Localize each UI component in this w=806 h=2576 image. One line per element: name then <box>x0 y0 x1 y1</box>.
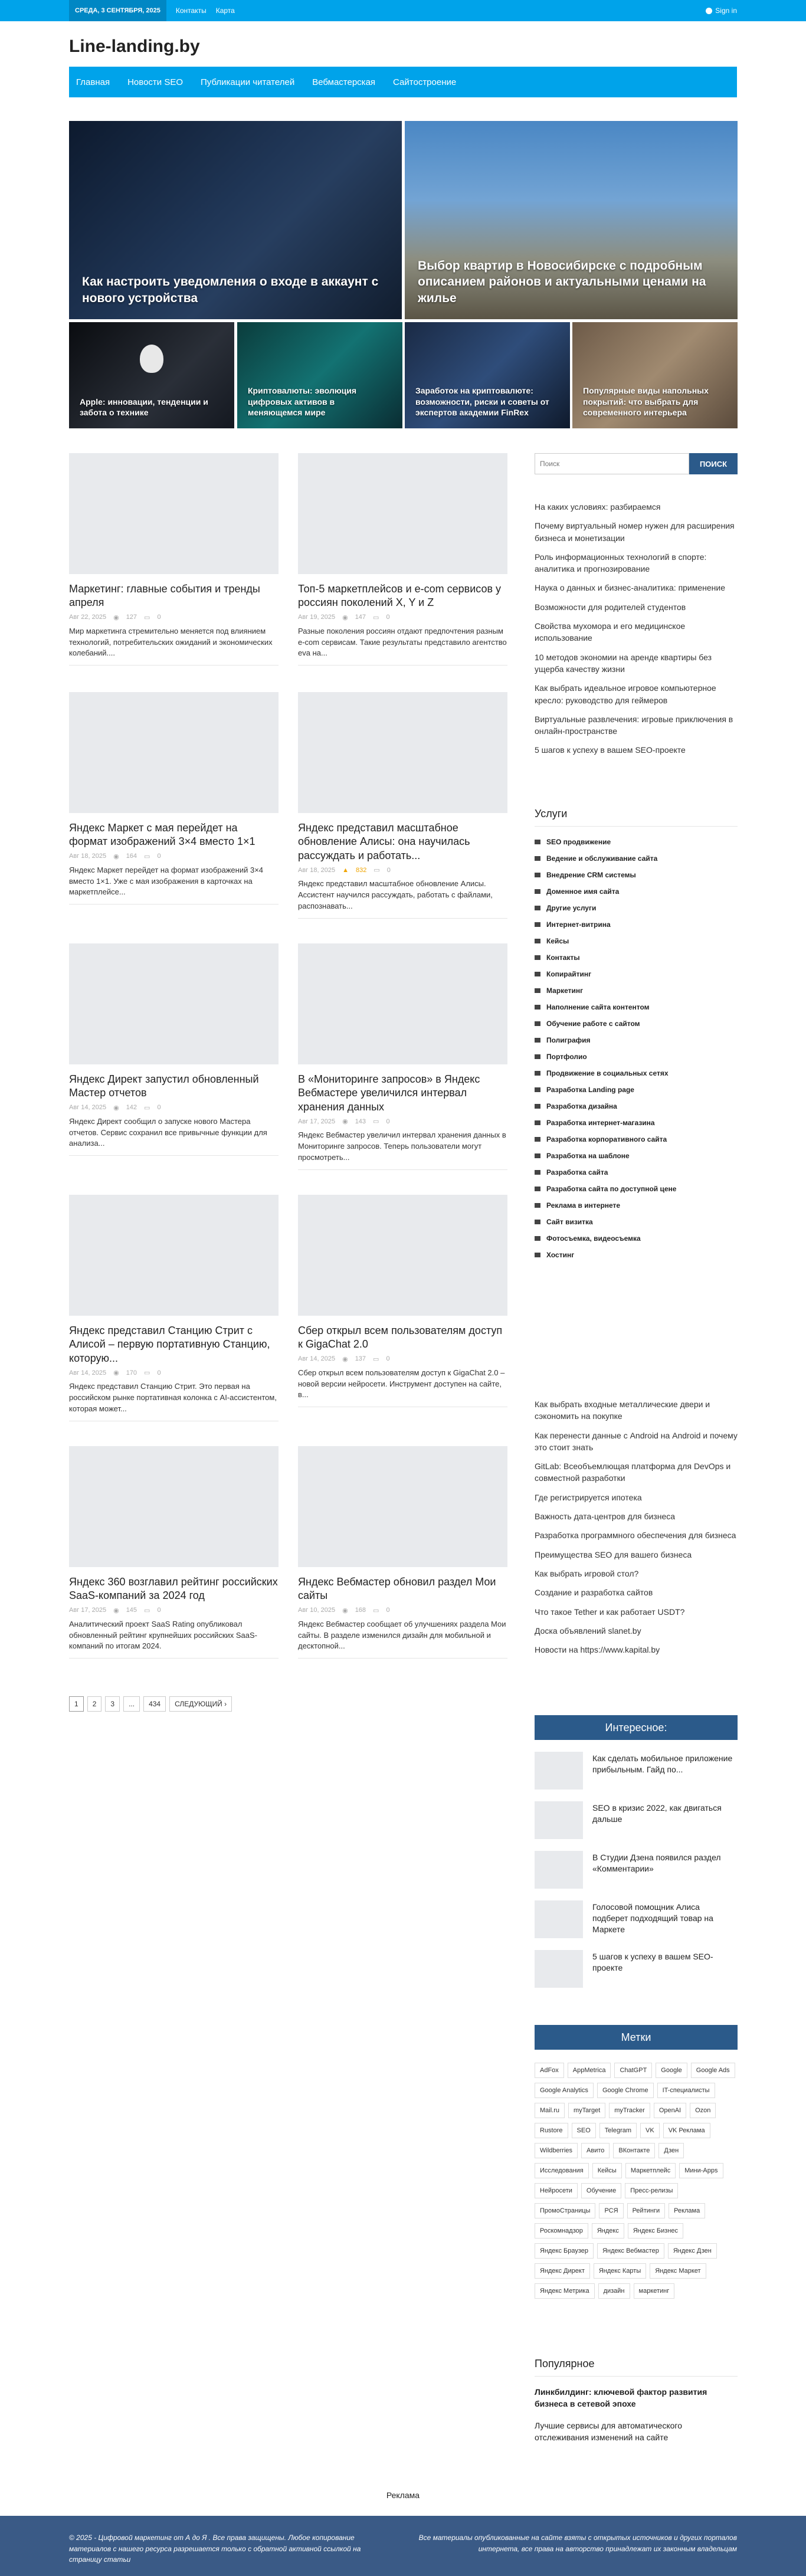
tag-link[interactable]: Исследования <box>535 2163 589 2178</box>
tag-link[interactable]: Яндекс Маркет <box>650 2263 706 2279</box>
sidebar-link[interactable]: Как выбрать игровой стол? <box>535 1568 639 1578</box>
comment-icon: ▭ <box>373 1607 379 1614</box>
post-title[interactable]: Яндекс Директ запустил обновленный Мастер отчетов <box>69 1073 259 1099</box>
tag-link[interactable]: AdFox <box>535 2063 564 2078</box>
service-link[interactable]: Разработка на шаблоне <box>535 1148 738 1164</box>
service-link[interactable]: Внедрение CRM системы <box>535 867 738 883</box>
service-link[interactable]: Интернет-витрина <box>535 916 738 933</box>
sidebar-link[interactable]: Наука о данных и бизнес-аналитика: применение <box>535 583 726 593</box>
post-comments: 0 <box>157 1104 161 1112</box>
search-input[interactable] <box>535 453 689 474</box>
service-link[interactable]: Доменное имя сайта <box>535 883 738 900</box>
mini-post-thumbnail[interactable] <box>535 1752 583 1790</box>
sidebar-link[interactable]: Новости на https://www.kapital.by <box>535 1645 660 1655</box>
post-title[interactable]: Яндекс 360 возглавил рейтинг российских SaaS-компаний за 2024 год <box>69 1576 278 1602</box>
post-views: 147 <box>355 614 366 621</box>
post-comments: 0 <box>386 866 391 874</box>
post-card <box>298 453 507 666</box>
comment-icon: ▭ <box>144 1607 150 1614</box>
comment-icon: ▭ <box>144 614 150 621</box>
post-excerpt: Яндекс представил масштабное обновление Алисы. Ассистент научился рассуждать, работать с файлами, распознавать... <box>298 879 493 910</box>
post-title[interactable]: Маркетинг: главные события и тренды апреля <box>69 583 260 609</box>
sign-in-link[interactable] <box>706 6 737 15</box>
mini-post[interactable] <box>535 1900 738 1938</box>
tag-link[interactable]: Яндекс Карты <box>594 2263 646 2279</box>
service-link[interactable]: SEO продвижение <box>535 834 738 850</box>
sidebar-link[interactable]: На каких условиях: разбираемся <box>535 502 661 512</box>
post-thumbnail[interactable] <box>298 943 507 1064</box>
post-date: Авг 10, 2025 <box>298 1607 336 1614</box>
mini-post[interactable] <box>535 1950 738 1988</box>
tag-link[interactable]: Авито <box>581 2143 610 2158</box>
tag-link[interactable]: Яндекс Бизнес <box>628 2223 683 2239</box>
tag-link[interactable]: Telegram <box>599 2123 637 2138</box>
post-excerpt: Яндекс Вебмастер сообщает об улучшениях раздела Мои сайты. В разделе изменился дизайн для мобильной и десктопной... <box>298 1619 506 1651</box>
post-title[interactable]: Яндекс Вебмастер обновил раздел Мои сайты <box>298 1576 496 1602</box>
next-page-button[interactable]: СЛЕДУЮЩИЙ › <box>169 1696 232 1712</box>
post-card <box>69 1195 279 1421</box>
post-thumbnail[interactable] <box>298 1446 507 1567</box>
sidebar-link[interactable]: Как перенести данные с Android на Android и почему это стоит знать <box>535 1430 738 1452</box>
tag-link[interactable]: Дзен <box>658 2143 684 2158</box>
tag-link[interactable]: Google Ads <box>691 2063 735 2078</box>
post-excerpt: Мир маркетинга стремительно меняется под влиянием технологий, потребительских ожиданий и экономических колебаний.... <box>69 626 273 658</box>
featured-post-title: Популярные виды напольных покрытий: что выбрать для современного интерьера <box>583 386 709 417</box>
interesting-widget <box>535 1715 738 1988</box>
page-1[interactable]: 1 <box>69 1696 84 1712</box>
tags-widget <box>535 2025 738 2299</box>
featured-post-title: Заработок на криптовалюте: возможности, риски и советы от экспертов академии FinRex <box>415 386 549 417</box>
search-button[interactable]: ПОИСК <box>689 453 738 474</box>
service-link[interactable]: Другие услуги <box>535 900 738 916</box>
top-link-map[interactable]: Карта <box>215 6 235 15</box>
tag-cloud <box>535 2063 738 2299</box>
sidebar-link[interactable]: Преимущества SEO для вашего бизнеса <box>535 1549 692 1559</box>
mini-post-thumbnail[interactable] <box>535 1801 583 1839</box>
tag-link[interactable]: Яндекс Вебмастер <box>597 2243 664 2259</box>
post-views: 127 <box>126 614 137 621</box>
post-excerpt: Яндекс Директ сообщил о запуске нового Мастера отчетов. Сервис сохранил все привычные функции для анализа... <box>69 1116 267 1148</box>
tag-link[interactable]: Mail.ru <box>535 2103 565 2118</box>
service-link[interactable]: Обучение работе с сайтом <box>535 1015 738 1032</box>
user-icon <box>706 8 712 14</box>
tag-link[interactable]: SEO <box>572 2123 596 2138</box>
service-link[interactable]: Разработка дизайна <box>535 1098 738 1115</box>
eye-icon: ◉ <box>113 1104 119 1112</box>
apple-logo-icon <box>140 345 163 373</box>
eye-icon: ◉ <box>342 1355 348 1363</box>
service-link[interactable]: Разработка корпоративного сайта <box>535 1131 738 1148</box>
eye-icon: ◉ <box>342 1607 348 1614</box>
comment-icon: ▭ <box>373 614 379 621</box>
services-widget <box>535 808 738 1263</box>
sidebar-link[interactable]: Важность дата-центров для бизнеса <box>535 1512 676 1522</box>
post-date: Авг 19, 2025 <box>298 614 336 621</box>
service-link[interactable]: Реклама в интернете <box>535 1197 738 1214</box>
service-link[interactable]: Разработка сайта по доступной цене <box>535 1181 738 1197</box>
post-views: 170 <box>126 1369 137 1377</box>
post-card <box>69 692 279 904</box>
sidebar-link[interactable]: Возможности для родителей студентов <box>535 602 686 612</box>
sidebar-link[interactable]: Где регистрируется ипотека <box>535 1492 642 1502</box>
post-excerpt: Разные поколения россиян отдают предпочтения разным e-com сервисам. Такие результаты представило агентство eva на... <box>298 626 507 658</box>
post-date: Авг 17, 2025 <box>69 1607 107 1614</box>
mini-post-title[interactable]: SEO в кризис 2022, как двигаться дальше <box>592 1803 722 1824</box>
tag-link[interactable]: Google <box>656 2063 687 2078</box>
post-date: Авг 14, 2025 <box>298 1355 336 1363</box>
eye-icon: ◉ <box>113 614 119 621</box>
post-comments: 0 <box>157 1369 161 1377</box>
post-excerpt: Аналитический проект SaaS Rating опубликовал обновленный рейтинг крупнейших российских SaaS-компаний по итогам 2024. <box>69 1619 258 1651</box>
post-date: Авг 14, 2025 <box>69 1104 107 1112</box>
service-link[interactable]: Хостинг <box>535 1247 738 1263</box>
post-views: 832 <box>355 866 367 874</box>
tag-link[interactable]: ВКонтакте <box>613 2143 655 2158</box>
featured-post[interactable] <box>572 322 738 428</box>
comment-icon: ▭ <box>373 867 380 874</box>
sidebar-link[interactable]: Создание и разработка сайтов <box>535 1588 653 1598</box>
featured-post[interactable] <box>405 121 738 319</box>
post-card <box>69 453 279 666</box>
comment-icon: ▭ <box>144 853 150 860</box>
service-link[interactable]: Контакты <box>535 949 738 966</box>
tag-link[interactable]: myTarget <box>568 2103 605 2118</box>
post-card <box>69 943 279 1156</box>
page-last[interactable]: 434 <box>143 1696 166 1712</box>
post-comments: 0 <box>386 614 390 621</box>
tag-link[interactable]: VK Реклама <box>663 2123 710 2138</box>
sign-in-label: Sign in <box>715 6 737 15</box>
popular-link[interactable]: Линкбилдинг: ключевой фактор развития бизнеса в сетевой эпохе <box>535 2387 707 2409</box>
eye-icon: ◉ <box>342 1118 348 1126</box>
tag-link[interactable]: Wildberries <box>535 2143 578 2158</box>
post-card <box>69 1446 279 1659</box>
service-link[interactable]: Кейсы <box>535 933 738 949</box>
featured-post-title: Выбор квартир в Новосибирске с подробным описанием районов и актуальными ценами на жилье <box>418 259 706 305</box>
post-comments: 0 <box>157 1607 161 1614</box>
top-link-contacts[interactable]: Контакты <box>175 6 207 15</box>
divider <box>298 1169 507 1170</box>
post-card <box>298 1446 507 1659</box>
service-link[interactable]: Наполнение сайта контентом <box>535 999 738 1015</box>
divider <box>298 1658 507 1659</box>
tag-link[interactable]: маркетинг <box>634 2283 675 2299</box>
tag-link[interactable]: AppMetrica <box>568 2063 611 2078</box>
sidebar-link[interactable]: Виртуальные развлечения: игровые приключения в онлайн-пространстве <box>535 714 733 736</box>
sidebar-link[interactable]: Свойства мухомора и его медицинское использование <box>535 621 686 643</box>
nav-item-home[interactable]: Главная <box>76 77 110 87</box>
nav-item-seo-news[interactable]: Новости SEO <box>127 77 184 87</box>
post-excerpt: Сбер открыл всем пользователям доступ к GigaChat 2.0 – новой версии нейросети. Инструмент доступен на сайте, в... <box>298 1368 505 1400</box>
service-link[interactable]: Разработка интернет-магазина <box>535 1115 738 1131</box>
mini-post-thumbnail[interactable] <box>535 1851 583 1889</box>
tag-link[interactable]: Rustore <box>535 2123 568 2138</box>
mini-post[interactable] <box>535 1752 738 1790</box>
post-title[interactable]: Сбер открыл всем пользователям доступ к GigaChat 2.0 <box>298 1325 503 1351</box>
featured-post[interactable] <box>69 121 402 319</box>
sidebar-link[interactable]: Почему виртуальный номер нужен для расширения бизнеса и монетизации <box>535 521 735 543</box>
comment-icon: ▭ <box>144 1369 150 1377</box>
sidebar-link[interactable]: GitLab: Всеобъемлющая платформа для DevOps и совместной разработки <box>535 1461 731 1483</box>
post-date: Авг 18, 2025 <box>298 866 336 874</box>
divider <box>69 665 279 666</box>
featured-post[interactable] <box>69 322 234 428</box>
mini-post-thumbnail[interactable] <box>535 1900 583 1938</box>
mini-post-title[interactable]: Как сделать мобильное приложение прибыльным. Гайд по... <box>592 1754 733 1774</box>
post-views: 164 <box>126 853 137 860</box>
sidebar-link[interactable]: Как выбрать идеальное игровое компьютерное кресло: руководство для геймеров <box>535 683 716 705</box>
mini-post-thumbnail[interactable] <box>535 1950 583 1988</box>
service-link[interactable]: Сайт визитка <box>535 1214 738 1230</box>
divider <box>69 1658 279 1659</box>
current-date: СРЕДА, 3 СЕНТЯБРЯ, 2025 <box>69 0 166 21</box>
service-link[interactable]: Полиграфия <box>535 1032 738 1048</box>
nav-item-site-building[interactable]: Сайтостроение <box>393 77 457 87</box>
post-date: Авг 17, 2025 <box>298 1117 336 1125</box>
page-3[interactable]: 3 <box>105 1696 120 1712</box>
service-link[interactable]: Копирайтинг <box>535 966 738 982</box>
comment-icon: ▭ <box>144 1104 150 1112</box>
divider <box>298 665 507 666</box>
tag-link[interactable]: Пресс-релизы <box>625 2183 678 2198</box>
post-title[interactable]: Яндекс представил масштабное обновление Алисы: она научилась рассуждать и работать... <box>298 822 470 861</box>
service-link[interactable]: Портфолио <box>535 1048 738 1065</box>
eye-icon: ◉ <box>342 614 348 621</box>
popular-widget <box>535 2358 738 2448</box>
post-card <box>298 692 507 919</box>
comment-icon: ▭ <box>373 1118 379 1126</box>
tag-link[interactable]: Роскомнадзор <box>535 2223 588 2239</box>
tags-title: Метки <box>535 2025 738 2050</box>
eye-icon: ◉ <box>113 1607 119 1614</box>
popular-link[interactable]: Лучшие сервисы для автоматического отслеживания изменений на сайте <box>535 2420 682 2442</box>
top-bar <box>0 0 806 21</box>
service-link[interactable]: Маркетинг <box>535 982 738 999</box>
nav-item-webmaster[interactable]: Вебмастерская <box>312 77 376 87</box>
recent-links <box>535 497 738 760</box>
post-thumbnail[interactable] <box>69 1195 279 1316</box>
tag-link[interactable]: Яндекс Метрика <box>535 2283 595 2299</box>
post-comments: 0 <box>386 1607 390 1614</box>
tag-link[interactable]: ChatGPT <box>614 2063 652 2078</box>
post-thumbnail[interactable] <box>298 692 507 813</box>
post-date: Авг 22, 2025 <box>69 614 107 621</box>
divider <box>298 918 507 919</box>
post-thumbnail[interactable] <box>69 943 279 1064</box>
post-title[interactable]: В «Мониторинге запросов» в Яндекс Вебмастере увеличился интервал хранения данных <box>298 1073 480 1113</box>
post-date: Авг 18, 2025 <box>69 853 107 860</box>
fire-icon: ▲ <box>342 866 349 874</box>
featured-post-title: Как настроить уведомления о входе в аккаунт с нового устройства <box>82 275 379 305</box>
post-thumbnail[interactable] <box>69 692 279 813</box>
mini-post[interactable] <box>535 1801 738 1839</box>
service-link[interactable]: Разработка Landing page <box>535 1081 738 1098</box>
more-links <box>535 1395 738 1659</box>
tag-link[interactable]: Нейросети <box>535 2183 578 2198</box>
tag-link[interactable]: Рейтинги <box>627 2203 666 2218</box>
post-date: Авг 14, 2025 <box>69 1369 107 1377</box>
tag-link[interactable]: Яндекс Директ <box>535 2263 590 2279</box>
ad-label: Реклама <box>386 2490 420 2500</box>
tag-link[interactable]: myTracker <box>609 2103 650 2118</box>
tag-link[interactable]: РСЯ <box>599 2203 623 2218</box>
sidebar-link[interactable]: 10 методов экономии на аренде квартиры без ущерба качеству жизни <box>535 652 712 674</box>
post-comments: 0 <box>386 1355 390 1363</box>
eye-icon: ◉ <box>113 1369 119 1377</box>
main-nav <box>69 67 737 97</box>
tag-link[interactable]: ПромоСтраницы <box>535 2203 595 2218</box>
post-thumbnail[interactable] <box>69 1446 279 1567</box>
tag-link[interactable]: Яндекс Дзен <box>668 2243 717 2259</box>
service-link[interactable]: Ведение и обслуживание сайта <box>535 850 738 867</box>
popular-title: Популярное <box>535 2358 738 2377</box>
post-views: 142 <box>126 1104 137 1112</box>
divider <box>69 1155 279 1156</box>
post-excerpt: Яндекс представил Станцию Стрит. Это первая на российском рынке портативная колонка с AI-ассистентом, которая может... <box>69 1382 277 1413</box>
comment-icon: ▭ <box>373 1355 379 1363</box>
post-excerpt: Яндекс Маркет перейдет на формат изображений 3×4 вместо 1×1. Уже с мая изображения в карточках на маркетплейсе... <box>69 865 264 897</box>
sidebar-link[interactable]: 5 шагов к успеху в вашем SEO-проекте <box>535 745 686 755</box>
footer-copyright: © 2025 - Цифровой маркетинг от А до Я . Все права защищены. Любое копирование материалов с нашего ресурса разрешается только с обратной активной ссылкой на страницу статьи <box>69 2534 361 2564</box>
post-title[interactable]: Яндекс представил Станцию Стрит с Алисой – первую портативную Станцию, которую... <box>69 1325 270 1364</box>
tag-link[interactable]: Обучение <box>581 2183 621 2198</box>
post-views: 145 <box>126 1607 137 1614</box>
tag-link[interactable]: Маркетплейс <box>625 2163 676 2178</box>
sidebar-link[interactable]: Что такое Tether и как работает USDT? <box>535 1607 685 1617</box>
services-title: Услуги <box>535 808 738 827</box>
featured-post[interactable] <box>237 322 402 428</box>
tag-link[interactable]: Кейсы <box>592 2163 622 2178</box>
mini-post-title[interactable]: Голосовой помощник Алиса подберет подходящий товар на Маркете <box>592 1902 713 1934</box>
page-ellipsis: ... <box>123 1696 140 1712</box>
mini-post[interactable] <box>535 1851 738 1889</box>
sidebar-link[interactable]: Разработка программного обеспечения для бизнеса <box>535 1530 736 1541</box>
sidebar-link[interactable]: Роль информационных технологий в спорте: аналитика и прогнозирование <box>535 552 707 574</box>
post-comments: 0 <box>157 853 161 860</box>
post-comments: 0 <box>386 1117 390 1125</box>
eye-icon: ◉ <box>113 853 119 860</box>
mini-post-title[interactable]: 5 шагов к успеху в вашем SEO-проекте <box>592 1952 713 1972</box>
service-link[interactable]: Продвижение в социальных сетях <box>535 1065 738 1081</box>
footer-disclaimer: Все материалы опубликованные на сайте взяты с открытых источников и других порталов интернета, все права на авторство принадлежат их законным владельцам <box>418 2534 737 2553</box>
tag-link[interactable]: Google Analytics <box>535 2083 594 2098</box>
post-excerpt: Яндекс Вебмастер увеличил интервал хранения данных в Мониторинге запросов. Теперь пользователи могут просмотреть... <box>298 1130 506 1162</box>
mini-post-title[interactable]: В Студии Дзена появился раздел «Комментарии» <box>592 1853 721 1873</box>
post-views: 168 <box>355 1607 366 1614</box>
tag-link[interactable]: Google Chrome <box>597 2083 654 2098</box>
pagination <box>69 1696 232 1712</box>
post-title[interactable]: Топ-5 маркетплейсов и e-com сервисов у россиян поколений X, Y и Z <box>298 583 502 609</box>
footer <box>0 2516 806 2576</box>
post-thumbnail[interactable] <box>298 453 507 574</box>
sidebar-link[interactable]: Доска объявлений slanet.by <box>535 1625 641 1636</box>
featured-post-title: Криптовалюты: эволюция цифровых активов в меняющемся мире <box>248 386 357 417</box>
post-views: 137 <box>355 1355 366 1363</box>
site-logo[interactable]: Line-landing.by <box>69 37 200 56</box>
post-thumbnail[interactable] <box>69 453 279 574</box>
tag-link[interactable]: Мини-Apps <box>679 2163 723 2178</box>
interesting-title: Интересное: <box>535 1715 738 1740</box>
tag-link[interactable]: Яндекс Браузер <box>535 2243 594 2259</box>
tag-link[interactable]: Реклама <box>669 2203 705 2218</box>
tag-link[interactable]: дизайн <box>598 2283 630 2299</box>
service-link[interactable]: Разработка сайта <box>535 1164 738 1181</box>
tag-link[interactable]: IT-специалисты <box>657 2083 715 2098</box>
nav-item-reader-posts[interactable]: Публикации читателей <box>201 77 295 87</box>
tag-link[interactable]: Ozon <box>690 2103 716 2118</box>
tag-link[interactable]: Яндекс <box>592 2223 624 2239</box>
page-2[interactable]: 2 <box>87 1696 102 1712</box>
post-title[interactable]: Яндекс Маркет с мая перейдет на формат изображений 3×4 вместо 1×1 <box>69 822 255 848</box>
post-views: 143 <box>355 1117 366 1125</box>
search-form <box>535 453 738 474</box>
featured-post[interactable] <box>405 322 570 428</box>
featured-post-title: Apple: инновации, тенденции и забота о технике <box>80 396 208 417</box>
post-card <box>298 1195 507 1407</box>
post-comments: 0 <box>157 614 161 621</box>
post-card <box>298 943 507 1170</box>
service-link[interactable]: Фотосъемка, видеосъемка <box>535 1230 738 1247</box>
tag-link[interactable]: VK <box>640 2123 660 2138</box>
post-thumbnail[interactable] <box>298 1195 507 1316</box>
sidebar-link[interactable]: Как выбрать входные металлические двери и сэкономить на покупке <box>535 1400 710 1421</box>
tag-link[interactable]: OpenAI <box>654 2103 686 2118</box>
